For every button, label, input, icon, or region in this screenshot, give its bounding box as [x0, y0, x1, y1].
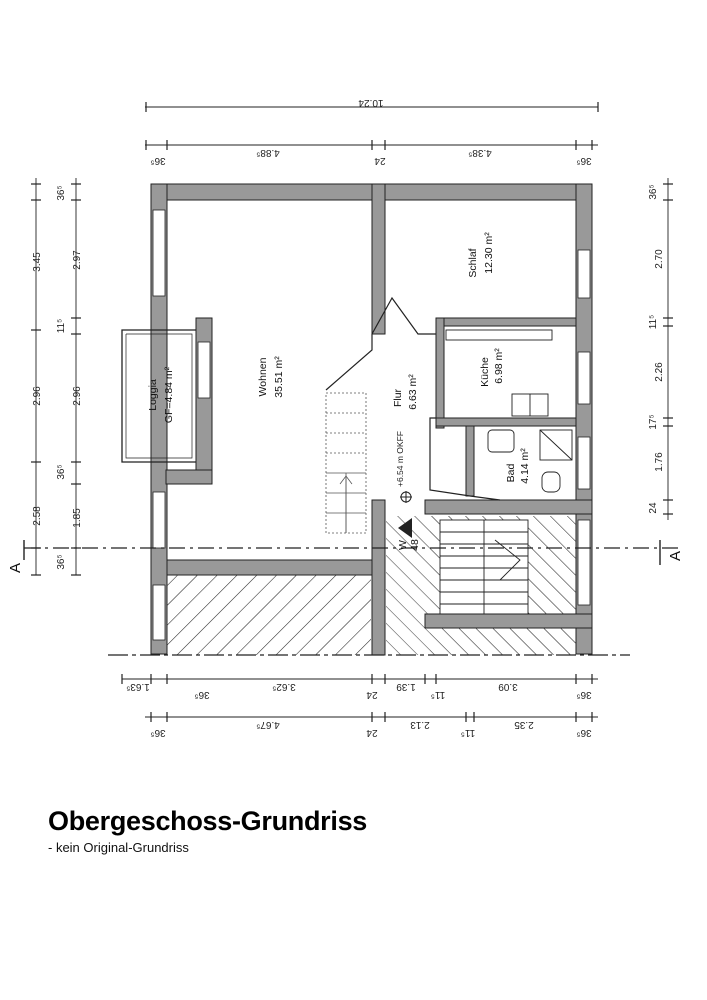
dim-right: 2.26 — [654, 362, 665, 382]
dim-left-outer: 36⁵ — [56, 185, 67, 201]
dim-labels-right — [648, 184, 665, 513]
dim-left-inner: 11⁵ — [56, 318, 67, 334]
dim-right: 17⁵ — [648, 414, 659, 430]
level-marker-icon — [400, 491, 412, 503]
dim-right: 36⁵ — [648, 184, 659, 200]
dim-bottom-1: 36⁵ — [194, 689, 210, 700]
dim-top-seg: 36⁵ — [576, 155, 592, 166]
room-area-wohnen: 35.51 m² — [273, 356, 285, 398]
dim-top-total: 10.24 — [358, 97, 384, 108]
dim-bottom-2: 2.35 — [514, 719, 534, 730]
room-name-flur: Flur — [392, 388, 404, 408]
stair-steps-label: 48 — [409, 539, 421, 551]
dim-left-outer: 3.45 — [32, 252, 43, 272]
dim-left-outer: 36⁵ — [56, 554, 67, 570]
room-name-loggia: Loggia — [147, 379, 159, 411]
dim-bottom-1: 3.62⁵ — [272, 681, 296, 692]
dim-right: 2.70 — [654, 249, 665, 269]
room-area-schlaf: 12.30 m² — [483, 232, 495, 274]
plan-subtitle: - kein Original-Grundriss — [48, 840, 189, 855]
dim-left-outer: 2.96 — [32, 386, 43, 406]
level-mark-label: +6.54 m OKFF — [395, 431, 405, 487]
section-label-right: A — [667, 550, 684, 562]
room-area-flur: 6.63 m² — [407, 374, 419, 410]
dim-left-inner: 2.97 — [72, 250, 83, 270]
dim-bottom-2: 2.13 — [410, 719, 430, 730]
dim-left-outer: 2.58 — [32, 506, 43, 526]
dim-bottom-1: 36⁵ — [576, 689, 592, 700]
dim-bottom-2: 4.67⁵ — [256, 719, 280, 730]
dim-bottom-1: 1.63⁵ — [126, 681, 150, 692]
dim-right: 1.76 — [654, 452, 665, 472]
dim-left-inner: 2.96 — [72, 386, 83, 406]
dim-bottom-1: 3.09 — [498, 681, 518, 692]
dim-bottom-1: 11⁵ — [430, 689, 446, 700]
stair-steps-left — [326, 393, 366, 533]
stair-direction-label: W — [397, 540, 409, 550]
dim-labels-left — [32, 185, 83, 569]
plan-title: Obergeschoss-Grundriss — [48, 806, 367, 836]
section-label-left: A — [7, 562, 24, 574]
dim-bottom-2: 36⁵ — [576, 727, 592, 738]
room-name-schlaf: Schlaf — [467, 248, 479, 278]
dim-top-seg: 4.38⁵ — [468, 147, 492, 158]
dim-bottom-1: 1.39 — [396, 681, 416, 692]
dim-right: 11⁵ — [648, 314, 659, 330]
dim-bottom-2: 24 — [366, 727, 378, 738]
room-name-kueche: Küche — [479, 357, 491, 387]
dim-top-seg: 4.88⁵ — [256, 147, 280, 158]
room-name-wohnen: Wohnen — [257, 357, 269, 397]
dim-left-inner: 36⁵ — [56, 464, 67, 480]
dim-labels-bottom-2 — [150, 719, 591, 738]
dim-right: 24 — [648, 502, 659, 514]
dim-labels-bottom-1 — [126, 681, 591, 700]
room-area-loggia: GF=4.84 m² — [163, 366, 175, 424]
dim-left-inner: 1.85 — [72, 508, 83, 528]
dim-bottom-2: 36⁵ — [150, 727, 166, 738]
dim-top-seg: 24 — [374, 155, 386, 166]
stair-steps-right — [440, 520, 528, 614]
dim-bottom-1: 24 — [366, 689, 378, 700]
room-area-bad: 4.14 m² — [519, 448, 531, 484]
dim-bottom-2: 11⁵ — [460, 727, 476, 738]
dim-top-seg: 36⁵ — [150, 155, 166, 166]
room-name-bad: Bad — [505, 463, 517, 483]
room-area-kueche: 6.98 m² — [493, 348, 505, 384]
